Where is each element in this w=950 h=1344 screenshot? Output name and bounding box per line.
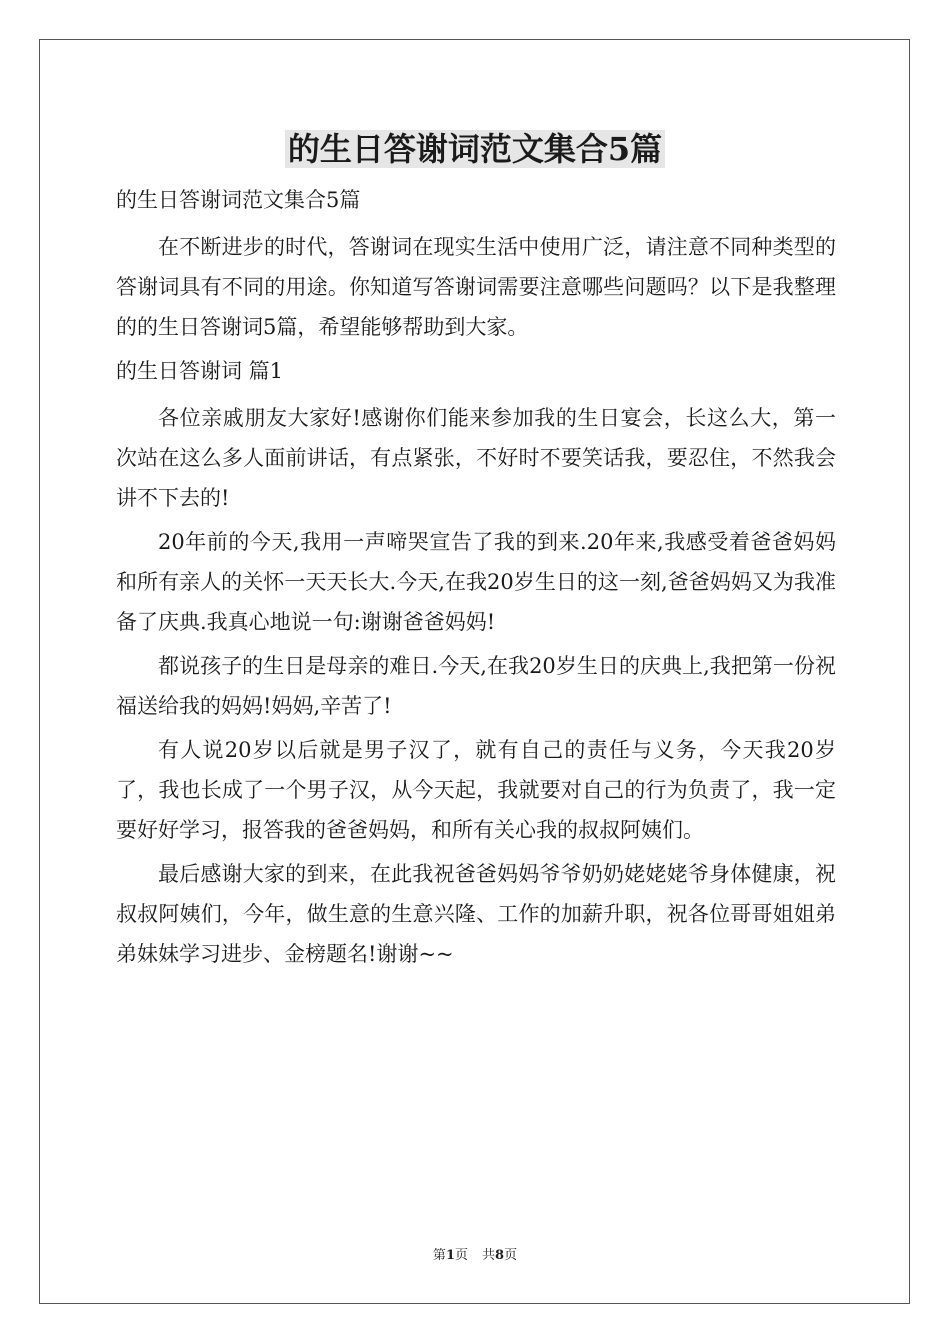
page-suffix: 页 <box>454 1248 468 1263</box>
total-prefix: 共 <box>482 1248 496 1263</box>
body-paragraph-5: 最后感谢大家的到来，在此我祝爸爸妈妈爷爷奶奶姥姥姥爷身体健康，祝叔叔阿姨们，今年，做生意的生意兴隆、工作的加薪升职，祝各位哥哥姐姐弟弟妹妹学习进步、金榜题名!谢谢~~ <box>116 862 836 966</box>
body-paragraph-1: 各位亲戚朋友大家好!感谢你们能来参加我的生日宴会，长这么大，第一次站在这么多人面前讲话，有点紧张，不好时不要笑话我，要忍住，不然我会讲不下去的! <box>116 406 836 510</box>
body-paragraph-4: 有人说20岁以后就是男子汉了，就有自己的责任与义务，今天我20岁了，我也长成了一个男子汉，从今天起，我就要对自己的行为负责了，我一定要好好学习，报答我的爸爸妈妈，和所有关心我的叔叔阿姨们。 <box>116 738 836 842</box>
page-total: 8 <box>495 1248 505 1263</box>
body-paragraph-3: 都说孩子的生日是母亲的难日.今天,在我20岁生日的庆典上,我把第一份祝福送给我的妈妈!妈妈,辛苦了! <box>116 654 836 718</box>
page-current: 1 <box>445 1248 455 1263</box>
body-paragraph-2: 20年前的今天,我用一声啼哭宣告了我的到来.20年来,我感受着爸爸妈妈和所有亲人的关怀一天天长大.今天,在我20岁生日的这一刻,爸爸妈妈又为我准备了庆典.我真心地说一句:谢谢爸爸妈妈! <box>116 530 836 634</box>
document-body <box>116 180 836 978</box>
document-title <box>0 127 950 171</box>
document-title-text: 的生日答谢词范文集合5篇 <box>285 130 665 168</box>
document-subtitle: 的生日答谢词范文集合5篇 <box>116 188 361 212</box>
page-prefix: 第 <box>432 1248 446 1263</box>
total-suffix: 页 <box>504 1248 518 1263</box>
section-heading: 的生日答谢词 篇1 <box>116 359 284 383</box>
intro-paragraph: 在不断进步的时代，答谢词在现实生活中使用广泛，请注意不同种类型的答谢词具有不同的用途。你知道写答谢词需要注意哪些问题吗？以下是我整理的的生日答谢词5篇，希望能够帮助到大家。 <box>116 235 836 339</box>
page-footer <box>0 1244 950 1263</box>
